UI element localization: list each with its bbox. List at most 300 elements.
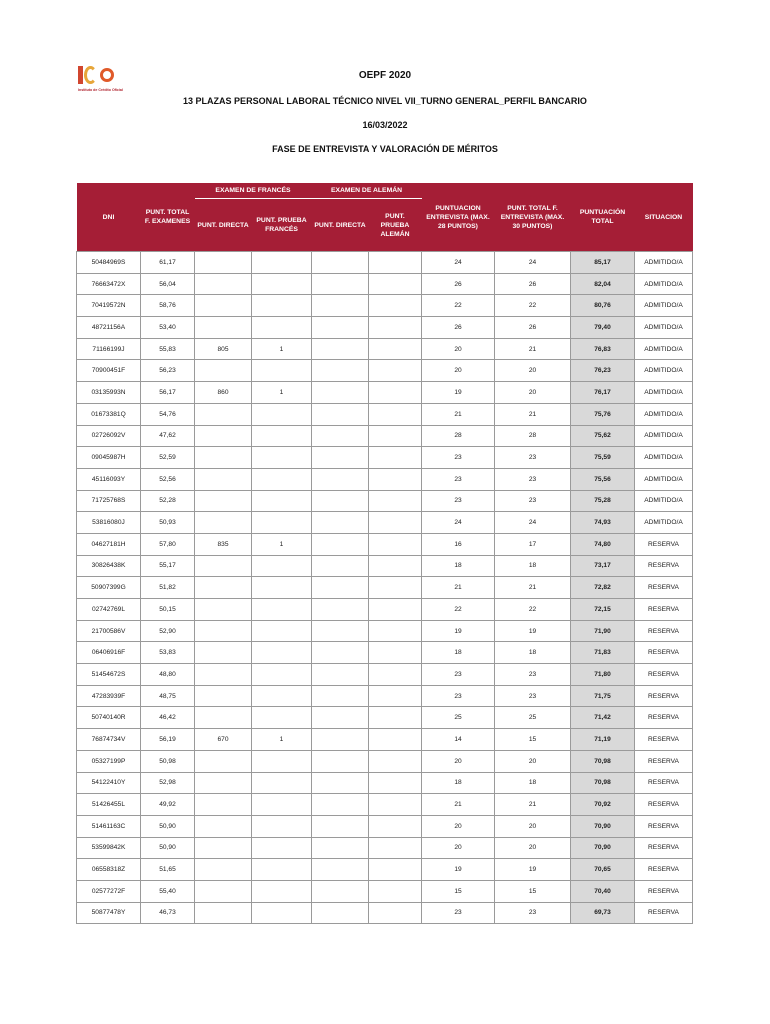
cell-aleman-punt-directa bbox=[312, 295, 369, 317]
cell-dni: 48721156A bbox=[77, 317, 141, 339]
cell-frances-punt-directa bbox=[195, 403, 252, 425]
cell-punt-total-examenes: 48,80 bbox=[141, 664, 195, 686]
table-row bbox=[77, 685, 693, 707]
cell-punt-total-entrevista: 22 bbox=[495, 599, 571, 621]
cell-situacion: RESERVA bbox=[635, 772, 693, 794]
cell-aleman-punt-prueba bbox=[369, 794, 422, 816]
cell-aleman-punt-directa bbox=[312, 512, 369, 534]
cell-frances-punt-directa bbox=[195, 317, 252, 339]
cell-aleman-punt-directa bbox=[312, 880, 369, 902]
cell-punt-total-examenes: 55,83 bbox=[141, 338, 195, 360]
cell-aleman-punt-directa bbox=[312, 425, 369, 447]
cell-puntuacion-total: 76,17 bbox=[571, 382, 635, 404]
cell-aleman-punt-prueba bbox=[369, 664, 422, 686]
cell-frances-punt-prueba bbox=[252, 577, 312, 599]
table-row bbox=[77, 338, 693, 360]
table-row bbox=[77, 533, 693, 555]
cell-punt-total-examenes: 47,62 bbox=[141, 425, 195, 447]
cell-situacion: ADMITIDO/A bbox=[635, 512, 693, 534]
cell-punt-total-examenes: 48,75 bbox=[141, 685, 195, 707]
cell-aleman-punt-prueba bbox=[369, 577, 422, 599]
cell-puntuacion-entrevista: 23 bbox=[422, 664, 495, 686]
cell-situacion: ADMITIDO/A bbox=[635, 273, 693, 295]
col-frances-punt-prueba: PUNT. PRUEBA FRANCÉS bbox=[252, 199, 312, 252]
cell-puntuacion-entrevista: 23 bbox=[422, 685, 495, 707]
cell-punt-total-examenes: 51,82 bbox=[141, 577, 195, 599]
cell-situacion: RESERVA bbox=[635, 837, 693, 859]
cell-frances-punt-prueba bbox=[252, 642, 312, 664]
cell-frances-punt-prueba bbox=[252, 620, 312, 642]
cell-dni: 06406916F bbox=[77, 642, 141, 664]
cell-frances-punt-directa bbox=[195, 273, 252, 295]
cell-dni: 05327199P bbox=[77, 750, 141, 772]
cell-puntuacion-total: 70,90 bbox=[571, 837, 635, 859]
cell-aleman-punt-prueba bbox=[369, 750, 422, 772]
cell-dni: 09045987H bbox=[77, 447, 141, 469]
cell-punt-total-entrevista: 23 bbox=[495, 902, 571, 924]
cell-dni: 50740140R bbox=[77, 707, 141, 729]
cell-punt-total-entrevista: 15 bbox=[495, 729, 571, 751]
cell-frances-punt-directa bbox=[195, 599, 252, 621]
table-row bbox=[77, 273, 693, 295]
cell-frances-punt-prueba bbox=[252, 555, 312, 577]
cell-puntuacion-total: 71,80 bbox=[571, 664, 635, 686]
cell-puntuacion-entrevista: 19 bbox=[422, 620, 495, 642]
cell-situacion: RESERVA bbox=[635, 685, 693, 707]
table-row bbox=[77, 425, 693, 447]
cell-frances-punt-directa bbox=[195, 620, 252, 642]
cell-frances-punt-prueba bbox=[252, 447, 312, 469]
col-punt-total-entrevista: PUNT. TOTAL F. ENTREVISTA (MAX. 30 PUNTOS) bbox=[495, 183, 571, 252]
cell-puntuacion-total: 71,83 bbox=[571, 642, 635, 664]
col-group-frances: EXAMEN DE FRANCÉS bbox=[195, 183, 312, 199]
cell-puntuacion-entrevista: 18 bbox=[422, 772, 495, 794]
cell-punt-total-examenes: 50,90 bbox=[141, 837, 195, 859]
cell-dni: 54122410Y bbox=[77, 772, 141, 794]
document-title: OEPF 2020 bbox=[358, 70, 412, 81]
col-punt-total-examenes: PUNT. TOTAL F. EXAMENES bbox=[141, 183, 195, 252]
cell-puntuacion-total: 76,23 bbox=[571, 360, 635, 382]
table-row bbox=[77, 642, 693, 664]
cell-puntuacion-entrevista: 20 bbox=[422, 837, 495, 859]
cell-aleman-punt-directa bbox=[312, 750, 369, 772]
cell-puntuacion-total: 70,90 bbox=[571, 815, 635, 837]
cell-aleman-punt-prueba bbox=[369, 620, 422, 642]
cell-aleman-punt-prueba bbox=[369, 685, 422, 707]
document-subtitle: 13 PLAZAS PERSONAL LABORAL TÉCNICO NIVEL VII_TURNO GENERAL_PERFIL BANCARIO bbox=[183, 96, 587, 106]
cell-situacion: ADMITIDO/A bbox=[635, 360, 693, 382]
cell-punt-total-entrevista: 21 bbox=[495, 794, 571, 816]
cell-puntuacion-total: 74,80 bbox=[571, 533, 635, 555]
cell-aleman-punt-directa bbox=[312, 620, 369, 642]
cell-aleman-punt-directa bbox=[312, 685, 369, 707]
col-situacion: SITUACION bbox=[635, 183, 693, 252]
cell-frances-punt-prueba bbox=[252, 403, 312, 425]
cell-frances-punt-prueba bbox=[252, 468, 312, 490]
cell-situacion: ADMITIDO/A bbox=[635, 252, 693, 274]
document-header bbox=[0, 70, 770, 154]
cell-puntuacion-total: 75,28 bbox=[571, 490, 635, 512]
cell-aleman-punt-directa bbox=[312, 490, 369, 512]
cell-frances-punt-prueba bbox=[252, 664, 312, 686]
table-row bbox=[77, 902, 693, 924]
table-row bbox=[77, 880, 693, 902]
cell-aleman-punt-prueba bbox=[369, 815, 422, 837]
cell-puntuacion-entrevista: 20 bbox=[422, 360, 495, 382]
cell-aleman-punt-directa bbox=[312, 360, 369, 382]
document-date: 16/03/2022 bbox=[362, 120, 408, 130]
cell-dni: 21700586V bbox=[77, 620, 141, 642]
cell-punt-total-entrevista: 25 bbox=[495, 707, 571, 729]
cell-situacion: ADMITIDO/A bbox=[635, 468, 693, 490]
cell-dni: 50877478Y bbox=[77, 902, 141, 924]
table-row bbox=[77, 599, 693, 621]
cell-aleman-punt-prueba bbox=[369, 599, 422, 621]
cell-puntuacion-total: 70,65 bbox=[571, 859, 635, 881]
cell-frances-punt-directa bbox=[195, 794, 252, 816]
cell-aleman-punt-directa bbox=[312, 837, 369, 859]
table-row bbox=[77, 447, 693, 469]
cell-situacion: ADMITIDO/A bbox=[635, 338, 693, 360]
cell-puntuacion-entrevista: 26 bbox=[422, 317, 495, 339]
cell-frances-punt-directa bbox=[195, 468, 252, 490]
cell-dni: 71166199J bbox=[77, 338, 141, 360]
cell-aleman-punt-directa bbox=[312, 317, 369, 339]
document-phase: FASE DE ENTREVISTA Y VALORACIÓN DE MÉRITOS bbox=[272, 144, 498, 154]
cell-aleman-punt-directa bbox=[312, 772, 369, 794]
cell-frances-punt-directa bbox=[195, 252, 252, 274]
cell-aleman-punt-prueba bbox=[369, 295, 422, 317]
cell-dni: 70419572N bbox=[77, 295, 141, 317]
cell-puntuacion-total: 72,15 bbox=[571, 599, 635, 621]
table-row bbox=[77, 750, 693, 772]
cell-aleman-punt-directa bbox=[312, 902, 369, 924]
cell-punt-total-examenes: 51,65 bbox=[141, 859, 195, 881]
cell-dni: 04627181H bbox=[77, 533, 141, 555]
cell-aleman-punt-directa bbox=[312, 338, 369, 360]
cell-punt-total-examenes: 55,40 bbox=[141, 880, 195, 902]
cell-puntuacion-entrevista: 23 bbox=[422, 490, 495, 512]
col-puntuacion-entrevista: PUNTUACION ENTREVISTA (MAX. 28 PUNTOS) bbox=[422, 183, 495, 252]
cell-frances-punt-directa bbox=[195, 902, 252, 924]
cell-puntuacion-entrevista: 23 bbox=[422, 468, 495, 490]
cell-dni: 76874734V bbox=[77, 729, 141, 751]
cell-puntuacion-total: 72,82 bbox=[571, 577, 635, 599]
cell-situacion: RESERVA bbox=[635, 750, 693, 772]
cell-punt-total-entrevista: 24 bbox=[495, 512, 571, 534]
cell-punt-total-entrevista: 23 bbox=[495, 468, 571, 490]
cell-frances-punt-prueba bbox=[252, 425, 312, 447]
cell-frances-punt-prueba: 1 bbox=[252, 338, 312, 360]
table-row bbox=[77, 577, 693, 599]
cell-aleman-punt-prueba bbox=[369, 642, 422, 664]
cell-dni: 76663472X bbox=[77, 273, 141, 295]
cell-situacion: RESERVA bbox=[635, 664, 693, 686]
col-frances-punt-directa: PUNT. DIRECTA bbox=[195, 199, 252, 252]
cell-punt-total-entrevista: 21 bbox=[495, 577, 571, 599]
cell-punt-total-examenes: 52,90 bbox=[141, 620, 195, 642]
cell-dni: 53816080J bbox=[77, 512, 141, 534]
cell-punt-total-entrevista: 23 bbox=[495, 664, 571, 686]
cell-frances-punt-directa bbox=[195, 707, 252, 729]
cell-dni: 51461163C bbox=[77, 815, 141, 837]
cell-aleman-punt-directa bbox=[312, 252, 369, 274]
col-dni: DNI bbox=[77, 183, 141, 252]
cell-puntuacion-total: 70,98 bbox=[571, 750, 635, 772]
cell-aleman-punt-directa bbox=[312, 533, 369, 555]
cell-aleman-punt-prueba bbox=[369, 772, 422, 794]
table-row bbox=[77, 512, 693, 534]
cell-puntuacion-total: 75,56 bbox=[571, 468, 635, 490]
cell-aleman-punt-prueba bbox=[369, 707, 422, 729]
cell-aleman-punt-prueba bbox=[369, 273, 422, 295]
cell-frances-punt-prueba bbox=[252, 685, 312, 707]
cell-puntuacion-total: 70,40 bbox=[571, 880, 635, 902]
cell-puntuacion-entrevista: 16 bbox=[422, 533, 495, 555]
cell-punt-total-examenes: 57,80 bbox=[141, 533, 195, 555]
table-row bbox=[77, 859, 693, 881]
cell-aleman-punt-directa bbox=[312, 815, 369, 837]
cell-frances-punt-prueba: 1 bbox=[252, 533, 312, 555]
cell-punt-total-examenes: 54,76 bbox=[141, 403, 195, 425]
cell-puntuacion-entrevista: 20 bbox=[422, 815, 495, 837]
table-row bbox=[77, 555, 693, 577]
cell-frances-punt-prueba bbox=[252, 599, 312, 621]
cell-puntuacion-entrevista: 23 bbox=[422, 447, 495, 469]
cell-punt-total-examenes: 56,04 bbox=[141, 273, 195, 295]
cell-aleman-punt-directa bbox=[312, 664, 369, 686]
table-row bbox=[77, 382, 693, 404]
cell-dni: 53599842K bbox=[77, 837, 141, 859]
cell-frances-punt-prueba bbox=[252, 837, 312, 859]
cell-frances-punt-prueba bbox=[252, 360, 312, 382]
cell-puntuacion-total: 69,73 bbox=[571, 902, 635, 924]
cell-dni: 01673381Q bbox=[77, 403, 141, 425]
cell-punt-total-entrevista: 23 bbox=[495, 685, 571, 707]
cell-punt-total-entrevista: 24 bbox=[495, 252, 571, 274]
cell-punt-total-entrevista: 20 bbox=[495, 382, 571, 404]
cell-frances-punt-directa bbox=[195, 577, 252, 599]
cell-puntuacion-entrevista: 28 bbox=[422, 425, 495, 447]
cell-aleman-punt-directa bbox=[312, 273, 369, 295]
cell-puntuacion-entrevista: 18 bbox=[422, 642, 495, 664]
col-aleman-punt-prueba: PUNT. PRUEBA ALEMÁN bbox=[369, 199, 422, 252]
cell-puntuacion-total: 70,92 bbox=[571, 794, 635, 816]
cell-puntuacion-entrevista: 26 bbox=[422, 273, 495, 295]
cell-puntuacion-entrevista: 20 bbox=[422, 338, 495, 360]
cell-frances-punt-directa bbox=[195, 859, 252, 881]
cell-frances-punt-directa bbox=[195, 490, 252, 512]
cell-puntuacion-entrevista: 23 bbox=[422, 902, 495, 924]
cell-punt-total-entrevista: 20 bbox=[495, 837, 571, 859]
cell-punt-total-entrevista: 26 bbox=[495, 273, 571, 295]
table-row bbox=[77, 620, 693, 642]
cell-frances-punt-directa bbox=[195, 837, 252, 859]
cell-frances-punt-directa bbox=[195, 750, 252, 772]
cell-puntuacion-entrevista: 20 bbox=[422, 750, 495, 772]
cell-puntuacion-total: 71,90 bbox=[571, 620, 635, 642]
cell-punt-total-entrevista: 28 bbox=[495, 425, 571, 447]
cell-punt-total-examenes: 52,28 bbox=[141, 490, 195, 512]
col-puntuacion-total: PUNTUACIÓN TOTAL bbox=[571, 183, 635, 252]
cell-aleman-punt-prueba bbox=[369, 729, 422, 751]
cell-dni: 30826438K bbox=[77, 555, 141, 577]
cell-punt-total-entrevista: 23 bbox=[495, 490, 571, 512]
cell-frances-punt-directa bbox=[195, 555, 252, 577]
cell-puntuacion-entrevista: 19 bbox=[422, 382, 495, 404]
cell-frances-punt-prueba bbox=[252, 252, 312, 274]
cell-puntuacion-entrevista: 24 bbox=[422, 512, 495, 534]
cell-frances-punt-directa bbox=[195, 447, 252, 469]
cell-dni: 51454672S bbox=[77, 664, 141, 686]
cell-puntuacion-total: 70,98 bbox=[571, 772, 635, 794]
cell-punt-total-examenes: 49,92 bbox=[141, 794, 195, 816]
cell-aleman-punt-directa bbox=[312, 468, 369, 490]
cell-aleman-punt-prueba bbox=[369, 425, 422, 447]
cell-aleman-punt-directa bbox=[312, 382, 369, 404]
cell-punt-total-examenes: 53,40 bbox=[141, 317, 195, 339]
cell-dni: 51426455L bbox=[77, 794, 141, 816]
cell-situacion: RESERVA bbox=[635, 902, 693, 924]
cell-punt-total-examenes: 58,76 bbox=[141, 295, 195, 317]
logo-subtitle: Instituto de Crédito Oficial bbox=[78, 88, 123, 92]
results-table bbox=[76, 183, 693, 924]
cell-punt-total-entrevista: 22 bbox=[495, 295, 571, 317]
cell-punt-total-examenes: 46,42 bbox=[141, 707, 195, 729]
cell-dni: 02742769L bbox=[77, 599, 141, 621]
cell-dni: 45116093Y bbox=[77, 468, 141, 490]
cell-aleman-punt-directa bbox=[312, 707, 369, 729]
cell-frances-punt-directa: 860 bbox=[195, 382, 252, 404]
cell-situacion: RESERVA bbox=[635, 533, 693, 555]
cell-puntuacion-total: 71,19 bbox=[571, 729, 635, 751]
cell-situacion: RESERVA bbox=[635, 555, 693, 577]
table-row bbox=[77, 295, 693, 317]
cell-punt-total-examenes: 56,23 bbox=[141, 360, 195, 382]
cell-frances-punt-directa: 805 bbox=[195, 338, 252, 360]
cell-aleman-punt-directa bbox=[312, 403, 369, 425]
cell-situacion: RESERVA bbox=[635, 577, 693, 599]
table-row bbox=[77, 403, 693, 425]
cell-puntuacion-total: 82,04 bbox=[571, 273, 635, 295]
cell-situacion: RESERVA bbox=[635, 794, 693, 816]
cell-punt-total-entrevista: 21 bbox=[495, 338, 571, 360]
cell-punt-total-examenes: 56,19 bbox=[141, 729, 195, 751]
cell-frances-punt-prueba bbox=[252, 902, 312, 924]
cell-frances-punt-prueba: 1 bbox=[252, 729, 312, 751]
cell-aleman-punt-directa bbox=[312, 642, 369, 664]
cell-frances-punt-directa bbox=[195, 425, 252, 447]
cell-aleman-punt-prueba bbox=[369, 512, 422, 534]
cell-punt-total-entrevista: 18 bbox=[495, 772, 571, 794]
cell-situacion: RESERVA bbox=[635, 880, 693, 902]
cell-frances-punt-directa: 670 bbox=[195, 729, 252, 751]
cell-puntuacion-total: 71,75 bbox=[571, 685, 635, 707]
cell-dni: 50484969S bbox=[77, 252, 141, 274]
table-row bbox=[77, 468, 693, 490]
cell-situacion: RESERVA bbox=[635, 642, 693, 664]
cell-frances-punt-prueba bbox=[252, 295, 312, 317]
cell-punt-total-entrevista: 26 bbox=[495, 317, 571, 339]
cell-frances-punt-prueba bbox=[252, 880, 312, 902]
table-row bbox=[77, 837, 693, 859]
cell-aleman-punt-prueba bbox=[369, 403, 422, 425]
cell-situacion: ADMITIDO/A bbox=[635, 425, 693, 447]
cell-puntuacion-total: 79,40 bbox=[571, 317, 635, 339]
cell-situacion: RESERVA bbox=[635, 599, 693, 621]
cell-punt-total-entrevista: 21 bbox=[495, 403, 571, 425]
col-aleman-punt-directa: PUNT. DIRECTA bbox=[312, 199, 369, 252]
cell-punt-total-entrevista: 18 bbox=[495, 555, 571, 577]
cell-dni: 50907399G bbox=[77, 577, 141, 599]
cell-puntuacion-entrevista: 18 bbox=[422, 555, 495, 577]
cell-dni: 03135993N bbox=[77, 382, 141, 404]
cell-situacion: RESERVA bbox=[635, 707, 693, 729]
cell-aleman-punt-directa bbox=[312, 859, 369, 881]
cell-punt-total-entrevista: 20 bbox=[495, 815, 571, 837]
cell-puntuacion-entrevista: 22 bbox=[422, 295, 495, 317]
cell-situacion: ADMITIDO/A bbox=[635, 403, 693, 425]
cell-punt-total-entrevista: 19 bbox=[495, 620, 571, 642]
cell-frances-punt-directa bbox=[195, 664, 252, 686]
col-group-aleman: EXAMEN DE ALEMÁN bbox=[312, 183, 422, 199]
cell-dni: 02726092V bbox=[77, 425, 141, 447]
cell-aleman-punt-directa bbox=[312, 555, 369, 577]
cell-puntuacion-total: 74,93 bbox=[571, 512, 635, 534]
cell-dni: 71725768S bbox=[77, 490, 141, 512]
cell-aleman-punt-prueba bbox=[369, 533, 422, 555]
cell-puntuacion-entrevista: 19 bbox=[422, 859, 495, 881]
cell-frances-punt-prueba bbox=[252, 273, 312, 295]
cell-frances-punt-prueba bbox=[252, 794, 312, 816]
cell-situacion: RESERVA bbox=[635, 729, 693, 751]
table-row bbox=[77, 317, 693, 339]
cell-frances-punt-directa bbox=[195, 815, 252, 837]
cell-puntuacion-entrevista: 22 bbox=[422, 599, 495, 621]
cell-punt-total-examenes: 55,17 bbox=[141, 555, 195, 577]
cell-punt-total-examenes: 50,98 bbox=[141, 750, 195, 772]
cell-situacion: ADMITIDO/A bbox=[635, 317, 693, 339]
cell-dni: 02577272F bbox=[77, 880, 141, 902]
cell-punt-total-entrevista: 15 bbox=[495, 880, 571, 902]
cell-aleman-punt-prueba bbox=[369, 837, 422, 859]
cell-aleman-punt-directa bbox=[312, 599, 369, 621]
cell-dni: 06558318Z bbox=[77, 859, 141, 881]
cell-frances-punt-directa bbox=[195, 685, 252, 707]
cell-aleman-punt-prueba bbox=[369, 338, 422, 360]
cell-situacion: RESERVA bbox=[635, 859, 693, 881]
cell-frances-punt-prueba bbox=[252, 512, 312, 534]
cell-aleman-punt-directa bbox=[312, 794, 369, 816]
cell-punt-total-entrevista: 20 bbox=[495, 360, 571, 382]
cell-aleman-punt-prueba bbox=[369, 555, 422, 577]
cell-aleman-punt-prueba bbox=[369, 859, 422, 881]
cell-frances-punt-directa bbox=[195, 642, 252, 664]
cell-puntuacion-total: 75,62 bbox=[571, 425, 635, 447]
cell-puntuacion-total: 85,17 bbox=[571, 252, 635, 274]
cell-aleman-punt-prueba bbox=[369, 252, 422, 274]
cell-frances-punt-directa bbox=[195, 295, 252, 317]
cell-situacion: ADMITIDO/A bbox=[635, 490, 693, 512]
table-row bbox=[77, 815, 693, 837]
cell-punt-total-entrevista: 18 bbox=[495, 642, 571, 664]
cell-aleman-punt-prueba bbox=[369, 360, 422, 382]
cell-punt-total-examenes: 56,17 bbox=[141, 382, 195, 404]
results-table-body bbox=[77, 252, 693, 924]
cell-punt-total-examenes: 52,59 bbox=[141, 447, 195, 469]
cell-situacion: RESERVA bbox=[635, 620, 693, 642]
table-row bbox=[77, 794, 693, 816]
